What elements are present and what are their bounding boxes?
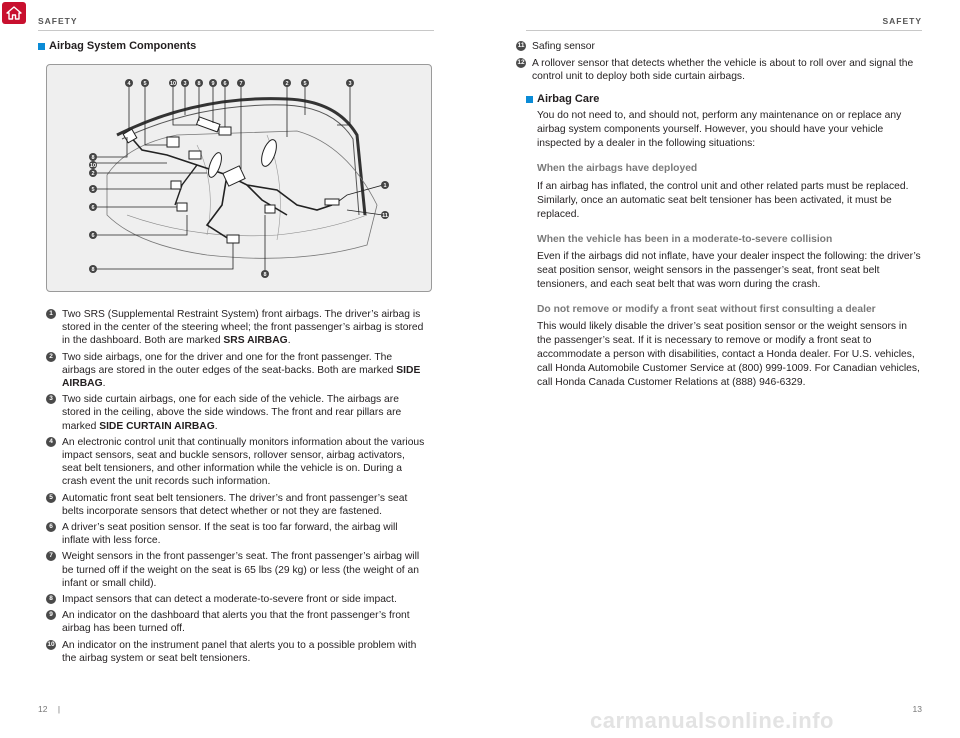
item-text: A rollover sensor that detects whether the vehicle is about to roll over and signal the control unit to deploy both side curtain airbags. xyxy=(532,58,914,83)
list-item xyxy=(46,639,426,665)
item-number-badge: 1 xyxy=(46,309,56,319)
para-deployed: If an airbag has inflated, the control unit and other related parts must be replaced. Similarly, once an automatic seat belt tensioner has been activated, it must be replaced. xyxy=(537,181,909,220)
item-number-badge: 12 xyxy=(517,59,525,67)
callout-label: 6 xyxy=(91,233,95,239)
section-header-right: SAFETY xyxy=(882,16,922,26)
item-text: Two side curtain airbags, one for each side of the vehicle. The airbags are stored in the ceiling, above the side windows. The front and rear pillars are marked SIDE CURTAIN AIRBAG. xyxy=(62,394,402,432)
callout-label: 10 xyxy=(169,81,177,87)
car-cutaway-illustration xyxy=(47,65,431,291)
list-item xyxy=(46,436,426,489)
callout-label: 2 xyxy=(91,171,95,177)
list-item xyxy=(46,550,426,590)
section-header-left: SAFETY xyxy=(38,16,78,26)
list-item xyxy=(46,521,426,547)
list-item xyxy=(46,609,426,635)
item-text: Weight sensors in the front passenger’s seat. The front passenger’s airbag will be turned off if the weight on the seat is 65 lbs (29 kg) or less (the weight of an infant or small child). xyxy=(62,551,420,589)
callout-label: 8 xyxy=(197,81,201,87)
page-number-right: 13 xyxy=(912,704,922,714)
list-item xyxy=(516,40,916,53)
list-item xyxy=(46,393,426,433)
subheading-modify-seat: Do not remove or modify a front seat without first consulting a dealer xyxy=(537,304,876,315)
list-item xyxy=(46,593,426,606)
header-divider-right xyxy=(526,30,922,31)
item-number-badge: 3 xyxy=(46,394,56,404)
callout-label: 6 xyxy=(223,81,227,87)
subheading-collision: When the vehicle has been in a moderate-to-severe collision xyxy=(537,234,833,245)
item-number-badge: 10 xyxy=(47,640,55,648)
callout-label: 5 xyxy=(303,81,307,87)
item-number-badge: 9 xyxy=(46,610,56,620)
callout-label: 6 xyxy=(91,205,95,211)
item-number-badge: 2 xyxy=(46,352,56,362)
home-icon xyxy=(6,6,22,20)
item-text: A driver’s seat position sensor. If the seat is too far forward, the airbag will inflate with less force. xyxy=(62,522,398,547)
list-item xyxy=(516,57,916,83)
airbag-care-title: Airbag Care xyxy=(526,93,599,105)
item-text: An indicator on the instrument panel that alerts you to a possible problem with the airbag system or seat belt tensioners. xyxy=(62,639,417,664)
list-item xyxy=(46,492,426,518)
callout-label: 1 xyxy=(383,183,387,189)
callout-label: 3 xyxy=(348,81,352,87)
item-text: Safing sensor xyxy=(532,41,595,52)
item-bold-label: SRS AIRBAG xyxy=(223,335,288,347)
callout-label: 8 xyxy=(263,272,267,278)
callout-label: 5 xyxy=(143,81,147,87)
callout-label: 8 xyxy=(91,267,95,273)
header-divider-left xyxy=(38,30,434,31)
item-text: An electronic control unit that continually monitors information about the various impact sensors, seat and buckle sensors, rollover sensor, airbag activators, seat belt tensioners, and other information while the vehicle is on. During a crash event the unit records such information. xyxy=(62,436,425,488)
callout-label: 8 xyxy=(91,155,95,161)
right-item-list xyxy=(516,40,916,88)
para-modify-seat: This would likely disable the driver’s seat position sensor or the weight sensors in the passenger’s seat. If it is necessary to remove or modify a front seat to accommodate a person with disabilities, contact a Honda dealer. For U.S. vehicles, call Honda Automobile Customer Service at (800) 999-1009. For Canadian vehicles, call Honda Canada Customer Relations at (888) 946-6329. xyxy=(537,321,920,388)
item-number-badge: 8 xyxy=(46,594,56,604)
item-number-badge: 5 xyxy=(46,493,56,503)
callout-label: 7 xyxy=(239,81,243,87)
item-text: Automatic front seat belt tensioners. The driver’s and front passenger’s seat belts incorporate sensors that detect whether or not they are fastened. xyxy=(62,492,408,517)
item-number-badge: 4 xyxy=(46,437,56,447)
item-number-badge: 6 xyxy=(46,522,56,532)
callout-label: 4 xyxy=(127,81,131,87)
callout-label: 2 xyxy=(285,81,289,87)
section-marker-icon xyxy=(526,96,533,103)
item-number-badge: 7 xyxy=(46,551,56,561)
section-marker-icon xyxy=(38,43,45,50)
subheading-deployed: When the airbags have deployed xyxy=(537,163,698,174)
item-text: An indicator on the dashboard that alerts you that the front passenger’s front airbag has been turned off. xyxy=(62,610,410,635)
callout-label: 3 xyxy=(183,81,187,87)
home-button[interactable] xyxy=(2,2,26,24)
callout-label: 9 xyxy=(211,81,215,87)
airbag-components-title: Airbag System Components xyxy=(38,40,196,52)
item-text: Two SRS (Supplemental Restraint System) front airbags. The driver’s airbag is stored in the center of the steering wheel; the front passenger’s airbag is stored in the dashboard. Both are marked SRS AIRBAG. xyxy=(62,309,424,347)
care-intro: You do not need to, and should not, perform any maintenance on or replace any airbag system components yourself. However, you should have your vehicle inspected by a dealer in the following situations: xyxy=(537,110,902,149)
site-watermark: carmanualsonline.info xyxy=(590,708,834,733)
item-bold-label: SIDE AIRBAG xyxy=(62,364,421,390)
callout-label: 11 xyxy=(382,213,388,219)
item-number-badge: 11 xyxy=(517,42,525,49)
airbag-system-diagram xyxy=(46,64,432,292)
list-item xyxy=(46,308,426,348)
list-item xyxy=(46,351,426,391)
item-bold-label: SIDE CURTAIN AIRBAG xyxy=(99,420,215,432)
component-list xyxy=(46,308,426,668)
page-number-left: 12 | xyxy=(38,704,61,714)
callout-label: 5 xyxy=(91,187,95,193)
item-text: Two side airbags, one for the driver and one for the front passenger. The airbags are stored in the outer edges of the seat-backs. Both are marked SIDE AIRBAG. xyxy=(62,351,421,390)
para-collision: Even if the airbags did not inflate, have your dealer inspect the following: the driver’s seat position sensor, weight sensors in the passenger’s seat, front seat belt tensioners, and each seat belt that was worn during the crash. xyxy=(537,251,921,290)
item-text: Impact sensors that can detect a moderate-to-severe front or side impact. xyxy=(62,594,397,606)
callout-label: 10 xyxy=(89,163,97,169)
